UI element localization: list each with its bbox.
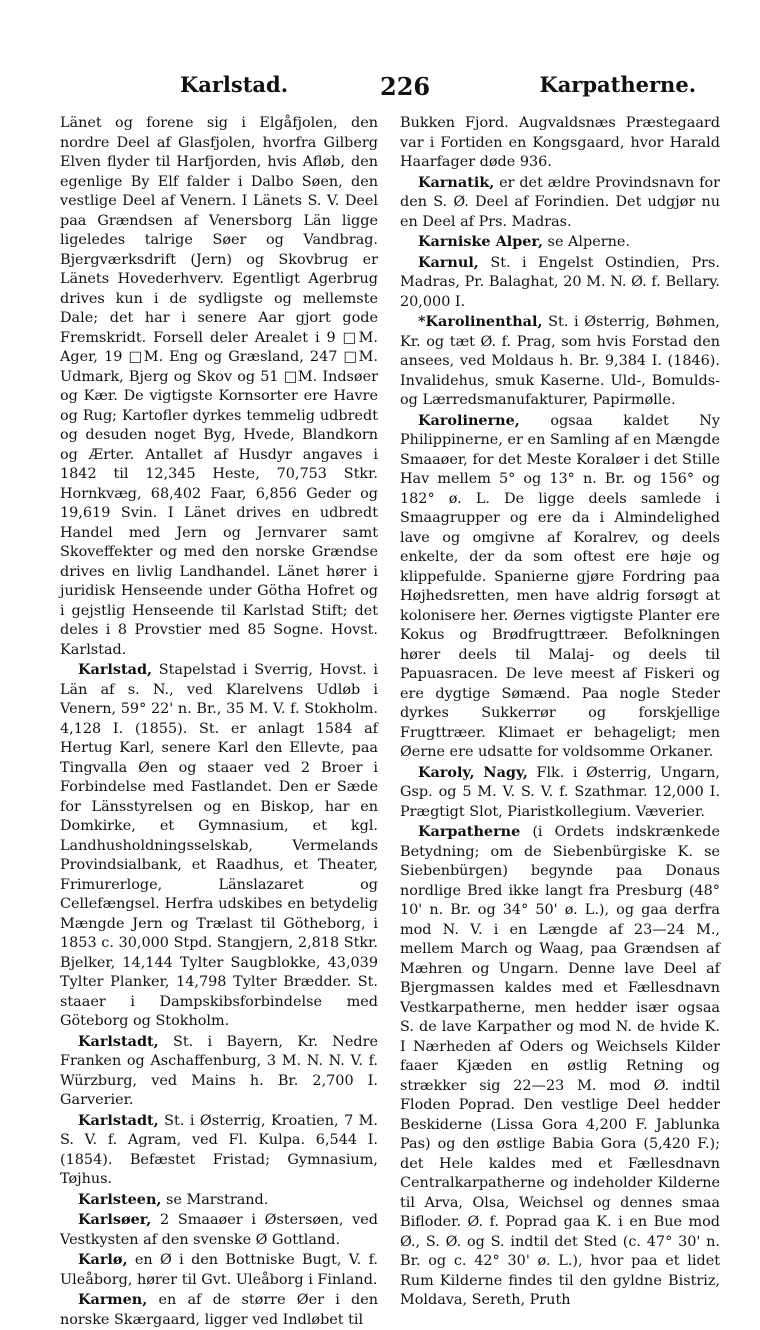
- dictionary-entry: [400, 822, 720, 1311]
- dictionary-entry: [60, 1210, 378, 1250]
- dictionary-entry: [400, 232, 720, 253]
- entry-text: en af de større Øer i den norske Skærgaard, ligger ved Indløbet til: [60, 1292, 378, 1328]
- page-header: [62, 72, 714, 106]
- entry-text: Länet og forene sig i Elgåfjolen, den nordre Deel af Glasfjolen, hvorfra Gilberg Elven flyder til Harfjorden, hvis Afløb, den egenlige By Elf falder i Dalbo Søen, den vestlige Deel af Venern. I Länets S. V. Deel paa Grændsen af Venersborg Län ligge ligeledes talrige Søer og Vandbrag. Bjergværksdrift (Jern) og Skovbrug er Länets Hovederhverv. Egentligt Agerbrug drives kun i de sydligste og mellemste Dale; det har i senere Aar gjort gode Fremskridt. Forsell deler Arealet i 9 □M. Ager, 19 □M. Eng og Græsland, 247 □M. Udmark, Bjerg og Skov og 51 □M. Indsøer og Kær. De vigtigste Kornsorter ere Havre og Rug; Kartofler dyrkes temmelig udbredt og desuden noget Byg, Hvede, Blandkorn og Ærter. Antallet af Husdyr angaves i 1842 til 12,345 Heste, 70,753 Stkr. Hornkvæg, 68,402 Faar, 6,856 Geder og 19,619 Svin. I Länet drives en udbredt Handel med Jern og Jernvarer samt Skoveffekter og med den norske Grændse drives en livlig Landhandel. Länet hører i juridisk Henseende under Götha Hofret og i gejstlig Henseende til Karlstad Stift; det deles i 8 Provstier med 85 Sogne. Hovst. Karlstad.: [60, 115, 378, 658]
- entry-text: Stapelstad i Sverrig, Hovst. i Län af s. N., ved Klarelvens Udløb i Venern, 59° 22' n. Br., 35 M. V. f. Stokholm. 4,128 I. (1855). St. er anlagt 1584 af Hertug Karl, senere Karl den Ellevte, paa Tingvalla Øen og staaer ved 2 Broer i Forbindelse med Fastlandet. Den er Sæde for Länsstyrelsen og en Biskop, har en Domkirke, et Gymnasium, et kgl. Landhusholdningsselskab, Vermelands Provindsialbank, et Raadhus, et Theater, Frimurerloge, Länslazaret og Cellefængsel. Herfra udskibes en betydelig Mængde Jern og Trælast til Götheborg, i 1853 c. 30,000 Stpd. Stangjern, 2,818 Stkr. Bjelker, 14,144 Tylter Saugblokke, 43,039 Tylter Planker, 14,798 Tylter Brædder. St. staaer i Dampskibsforbindelse med Göteborg og Stokholm.: [60, 662, 378, 1029]
- entry-headword: Karoly, Nagy,: [418, 763, 528, 781]
- entry-headword: Karniske Alper,: [418, 233, 543, 250]
- entry-headword: Karolinerne,: [418, 411, 520, 429]
- entry-headword: Karlstad,: [78, 661, 153, 678]
- entry-headword: Karnatik,: [418, 173, 495, 191]
- entry-text: se Marstrand.: [161, 1191, 269, 1208]
- left-column: [60, 114, 378, 1328]
- entry-text: (i Ordets indskrænkede Betydning; om de Siebenbürgiske K. se Siebenbürgen) begynde paa Donaus nordlige Bred ikke langt fra Presburg (48° 10' n. Br. og 34° 50' ø. L.), og gaa derfra mod N. V. i en Længde af 23—24 M., mellem March og Waag, paa Grændsen af Mæhren og Ungarn. Denne lave Deel af Bjergmassen kaldes med et Fællesdnavn Vestkarpatherne, men hedder især ogsaa S. de lave Karpather og mod N. de hvide K. I Nærheden af Oders og Weichsels Kilder faaer Kjæden en østlig Retning og strækker sig 22—23 M. mod Ø. indtil Floden Poprad. Den vestlige Deel hedder Beskiderne (Lissa Gora 4,200 F. Jablunka Pas) og den østlige Babia Gora (5,420 F.); det Hele kaldes med et Fællesdnavn Centralkarpatherne og indeholder Kilderne til Arva, Olsa, Weichsel og dennes smaa Bifloder. Ø. f. Poprad gaa K. i en Bue mod Ø., S. Ø. og S. indtil det Sted (c. 47° 30' n. Br. og c. 42° 30' ø. L.), hvor paa et lidet Rum Kilderne findes til den gyldne Bistriz, Moldava, Sereth, Pruth: [400, 824, 720, 1308]
- entry-text: Bukken Fjord. Augvaldsnæs Præstegaard var i Fortiden en Kongsgaard, hvor Harald Haarfager døde 936.: [400, 115, 720, 170]
- dictionary-entry: [60, 1250, 378, 1290]
- dictionary-entry: [60, 1032, 378, 1111]
- entry-text: Flk. i Østerrig, Ungarn, Gsp. og 5 M. V. S. V. f. Szathmar. 12,000 I. Prægtigt Slot, Piaristkollegium. Væverier.: [400, 764, 720, 820]
- page-number: 226: [380, 72, 431, 101]
- entry-headword: Karlstadt,: [78, 1111, 159, 1129]
- entry-headword: Karlø,: [78, 1251, 128, 1268]
- entry-text: er det ældre Provindsnavn for den S. Ø. Deel af Forindien. Det udgjør nu en Deel af Prs. Madras.: [400, 174, 720, 230]
- entry-headword: Karlsøer,: [78, 1211, 152, 1228]
- right-column: [400, 114, 720, 1308]
- entry-headword: Karlsteen,: [78, 1190, 162, 1208]
- entry-text: St. i Østerrig, Kroatien, 7 M. S. V. f. Agram, ved Fl. Kulpa. 6,544 I. (1854). Befæstet Fristad; Gymnasium, Tøjhus.: [60, 1112, 378, 1187]
- dictionary-entry: [400, 411, 720, 763]
- dictionary-entry: [60, 1111, 378, 1190]
- entry-text: en Ø i den Bottniske Bugt, V. f. Uleåborg, hører til Gvt. Uleåborg i Finland.: [60, 1252, 378, 1288]
- dictionary-entry: [60, 1190, 378, 1211]
- dictionary-entry: [400, 173, 720, 233]
- entry-headword: *Karolinenthal,: [418, 313, 543, 330]
- entry-text: St. i Østerrig, Bøhmen, Kr. og tæt Ø. f. Prag, som hvis Forstad den ansees, ved Moldaus h. Br. 9,384 I. (1846). Invalidehus, smuk Kaserne. Uld-, Bomulds- og Lærredsmanufakturer, Papirmølle.: [400, 314, 720, 408]
- dictionary-entry: [60, 114, 378, 660]
- dictionary-entry: [400, 763, 720, 823]
- dictionary-entry: [60, 1290, 378, 1330]
- entry-text: ogsaa kaldet Ny Philippinerne, er en Samling af en Mængde Smaaøer, for det Meste Koraløer i det Stille Hav mellem 5° og 13° n. Br. og 156° og 182° ø. L. De ligge deels samlede i Smaagrupper og ere da i Almindelighed lave og omgivne af Koralrev, og deels enkelte, der da som oftest ere høje og klippefulde. Spanierne gjøre Fordring paa Højhedsretten, men have aldrig forsøgt at kolonisere her. Øernes vigtigste Planter ere Kokus og Brødfrugttræer. Befolkningen hører deels til Malaj- og deels til Papuasracen. De leve meest af Fiskeri og ere dygtige Sømænd. Paa nogle Steder dyrkes Sukkerrør og forskjellige Frugttræer. Klimaet er behageligt; men Øerne ere udsatte for voldsomme Orkaner.: [400, 412, 720, 760]
- entry-text: St. i Engelst Ostindien, Prs. Madras, Pr. Balaghat, 20 M. N. Ø. f. Bellary. 20,000 I.: [400, 254, 720, 310]
- entry-headword: Karpatherne: [418, 823, 521, 840]
- entry-headword: Karlstadt,: [78, 1032, 159, 1050]
- entry-headword: Karnul,: [418, 253, 479, 271]
- entry-text: 2 Smaaøer i Østersøen, ved Vestkysten af den svenske Ø Gottland.: [60, 1212, 378, 1248]
- dictionary-entry: [60, 660, 378, 1032]
- dictionary-entry: [400, 312, 720, 411]
- entry-text: St. i Bayern, Kr. Nedre Franken og Aschaffenburg, 3 M. N. N. V. f. Würzburg, ved Mains h. Br. 2,700 I. Garverier.: [60, 1033, 378, 1108]
- running-head-left: Karlstad.: [180, 72, 289, 97]
- dictionary-entry: [400, 114, 720, 173]
- running-head-right: Karpatherne.: [539, 72, 696, 97]
- dictionary-entry: [400, 253, 720, 313]
- entry-headword: Karmen,: [78, 1291, 148, 1308]
- entry-text: se Alperne.: [542, 234, 630, 250]
